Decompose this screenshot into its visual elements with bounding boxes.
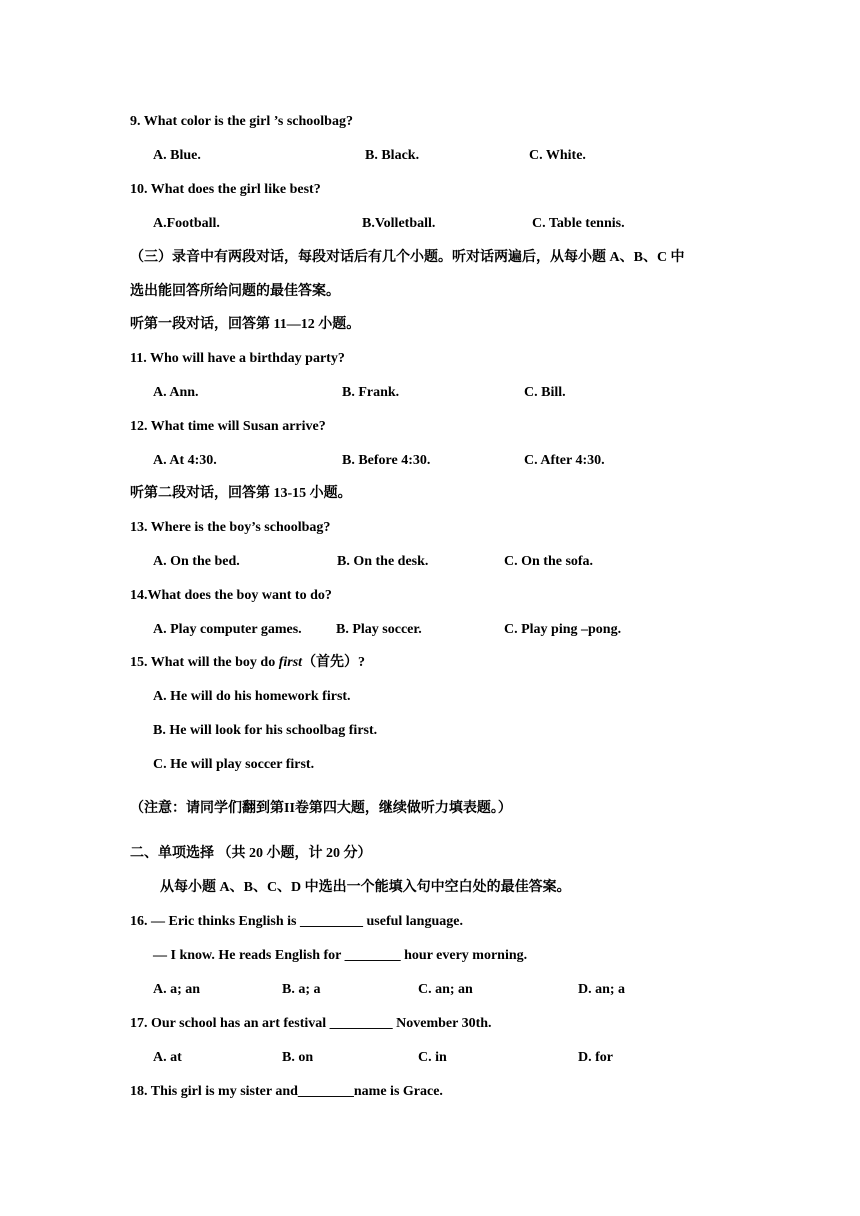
- dialog-2-intro: 听第二段对话，回答第 13-15 小题。: [130, 486, 352, 501]
- question-12-stem: 12. What time will Susan arrive?: [130, 419, 326, 434]
- question-11-stem: 11. Who will have a birthday party?: [130, 351, 345, 366]
- question-17-stem: 17. Our school has an art festival _________ November 30th.: [130, 1016, 492, 1031]
- question-15-option-a: A. He will do his homework first.: [153, 689, 351, 704]
- question-10-option-a: A.Football.: [153, 216, 220, 231]
- question-15-stem-emphasis: first: [278, 655, 303, 670]
- question-14-option-a: A. Play computer games.: [153, 622, 302, 637]
- part-2-title: 二、单项选择 （共 20 小题，计 20 分）: [130, 846, 372, 861]
- section-3-instruction-line-1: （三）录音中有两段对话，每段对话后有几个小题。听对话两遍后，从每小题 A、B、C 中: [130, 250, 685, 265]
- question-16-option-b: B. a; a: [282, 982, 321, 997]
- question-11-option-c: C. Bill.: [524, 385, 566, 400]
- question-10-stem: 10. What does the girl like best?: [130, 182, 321, 197]
- question-12-option-c: C. After 4:30.: [524, 453, 605, 468]
- question-15-option-b: B. He will look for his schoolbag first.: [153, 723, 378, 738]
- question-17-option-a: A. at: [153, 1050, 182, 1065]
- question-10-option-c: C. Table tennis.: [532, 216, 625, 231]
- question-16-option-d: D. an; a: [578, 982, 626, 997]
- question-13-option-b: B. On the desk.: [337, 554, 429, 569]
- question-15-stem: [130, 654, 365, 672]
- question-12-option-a: A. At 4:30.: [153, 453, 217, 468]
- question-16-line-1: 16. — Eric thinks English is _________ useful language.: [130, 914, 463, 929]
- question-9-option-c: C. White.: [529, 148, 586, 163]
- question-16-option-a: A. a; an: [153, 982, 201, 997]
- question-14-stem: 14.What does the boy want to do?: [130, 588, 332, 603]
- section-3-instruction-line-2: 选出能回答所给问题的最佳答案。: [130, 284, 340, 299]
- question-11-option-b: B. Frank.: [342, 385, 400, 400]
- question-9-stem: 9. What color is the girl ’s schoolbag?: [130, 114, 353, 129]
- question-17-option-d: D. for: [578, 1050, 613, 1065]
- question-9-option-b: B. Black.: [365, 148, 420, 163]
- question-11-option-a: A. Ann.: [153, 385, 199, 400]
- question-12-option-b: B. Before 4:30.: [342, 453, 431, 468]
- dialog-1-intro: 听第一段对话，回答第 11—12 小题。: [130, 317, 361, 332]
- note: （注意：请同学们翻到第II卷第四大题，继续做听力填表题。）: [130, 801, 512, 816]
- question-15-option-c: C. He will play soccer first.: [153, 757, 315, 772]
- question-13-option-a: A. On the bed.: [153, 554, 240, 569]
- question-14-option-b: B. Play soccer.: [336, 622, 422, 637]
- question-17-option-b: B. on: [282, 1050, 314, 1065]
- question-13-option-c: C. On the sofa.: [504, 554, 594, 569]
- question-18-stem: 18. This girl is my sister and________name is Grace.: [130, 1084, 443, 1099]
- question-16-line-2: — I know. He reads English for ________ hour every morning.: [153, 948, 528, 963]
- question-9-option-a: A. Blue.: [153, 148, 201, 163]
- question-16-option-c: C. an; an: [418, 982, 473, 997]
- question-15-stem-end: （首先）?: [302, 655, 366, 670]
- question-10-option-b: B.Volletball.: [362, 216, 436, 231]
- question-17-option-c: C. in: [418, 1050, 447, 1065]
- question-15-stem-start: 15. What will the boy do: [130, 655, 279, 670]
- question-14-option-c: C. Play ping –pong.: [504, 622, 622, 637]
- part-2-instruction: 从每小题 A、B、C、D 中选出一个能填入句中空白处的最佳答案。: [160, 880, 571, 895]
- question-13-stem: 13. Where is the boy’s schoolbag?: [130, 520, 331, 535]
